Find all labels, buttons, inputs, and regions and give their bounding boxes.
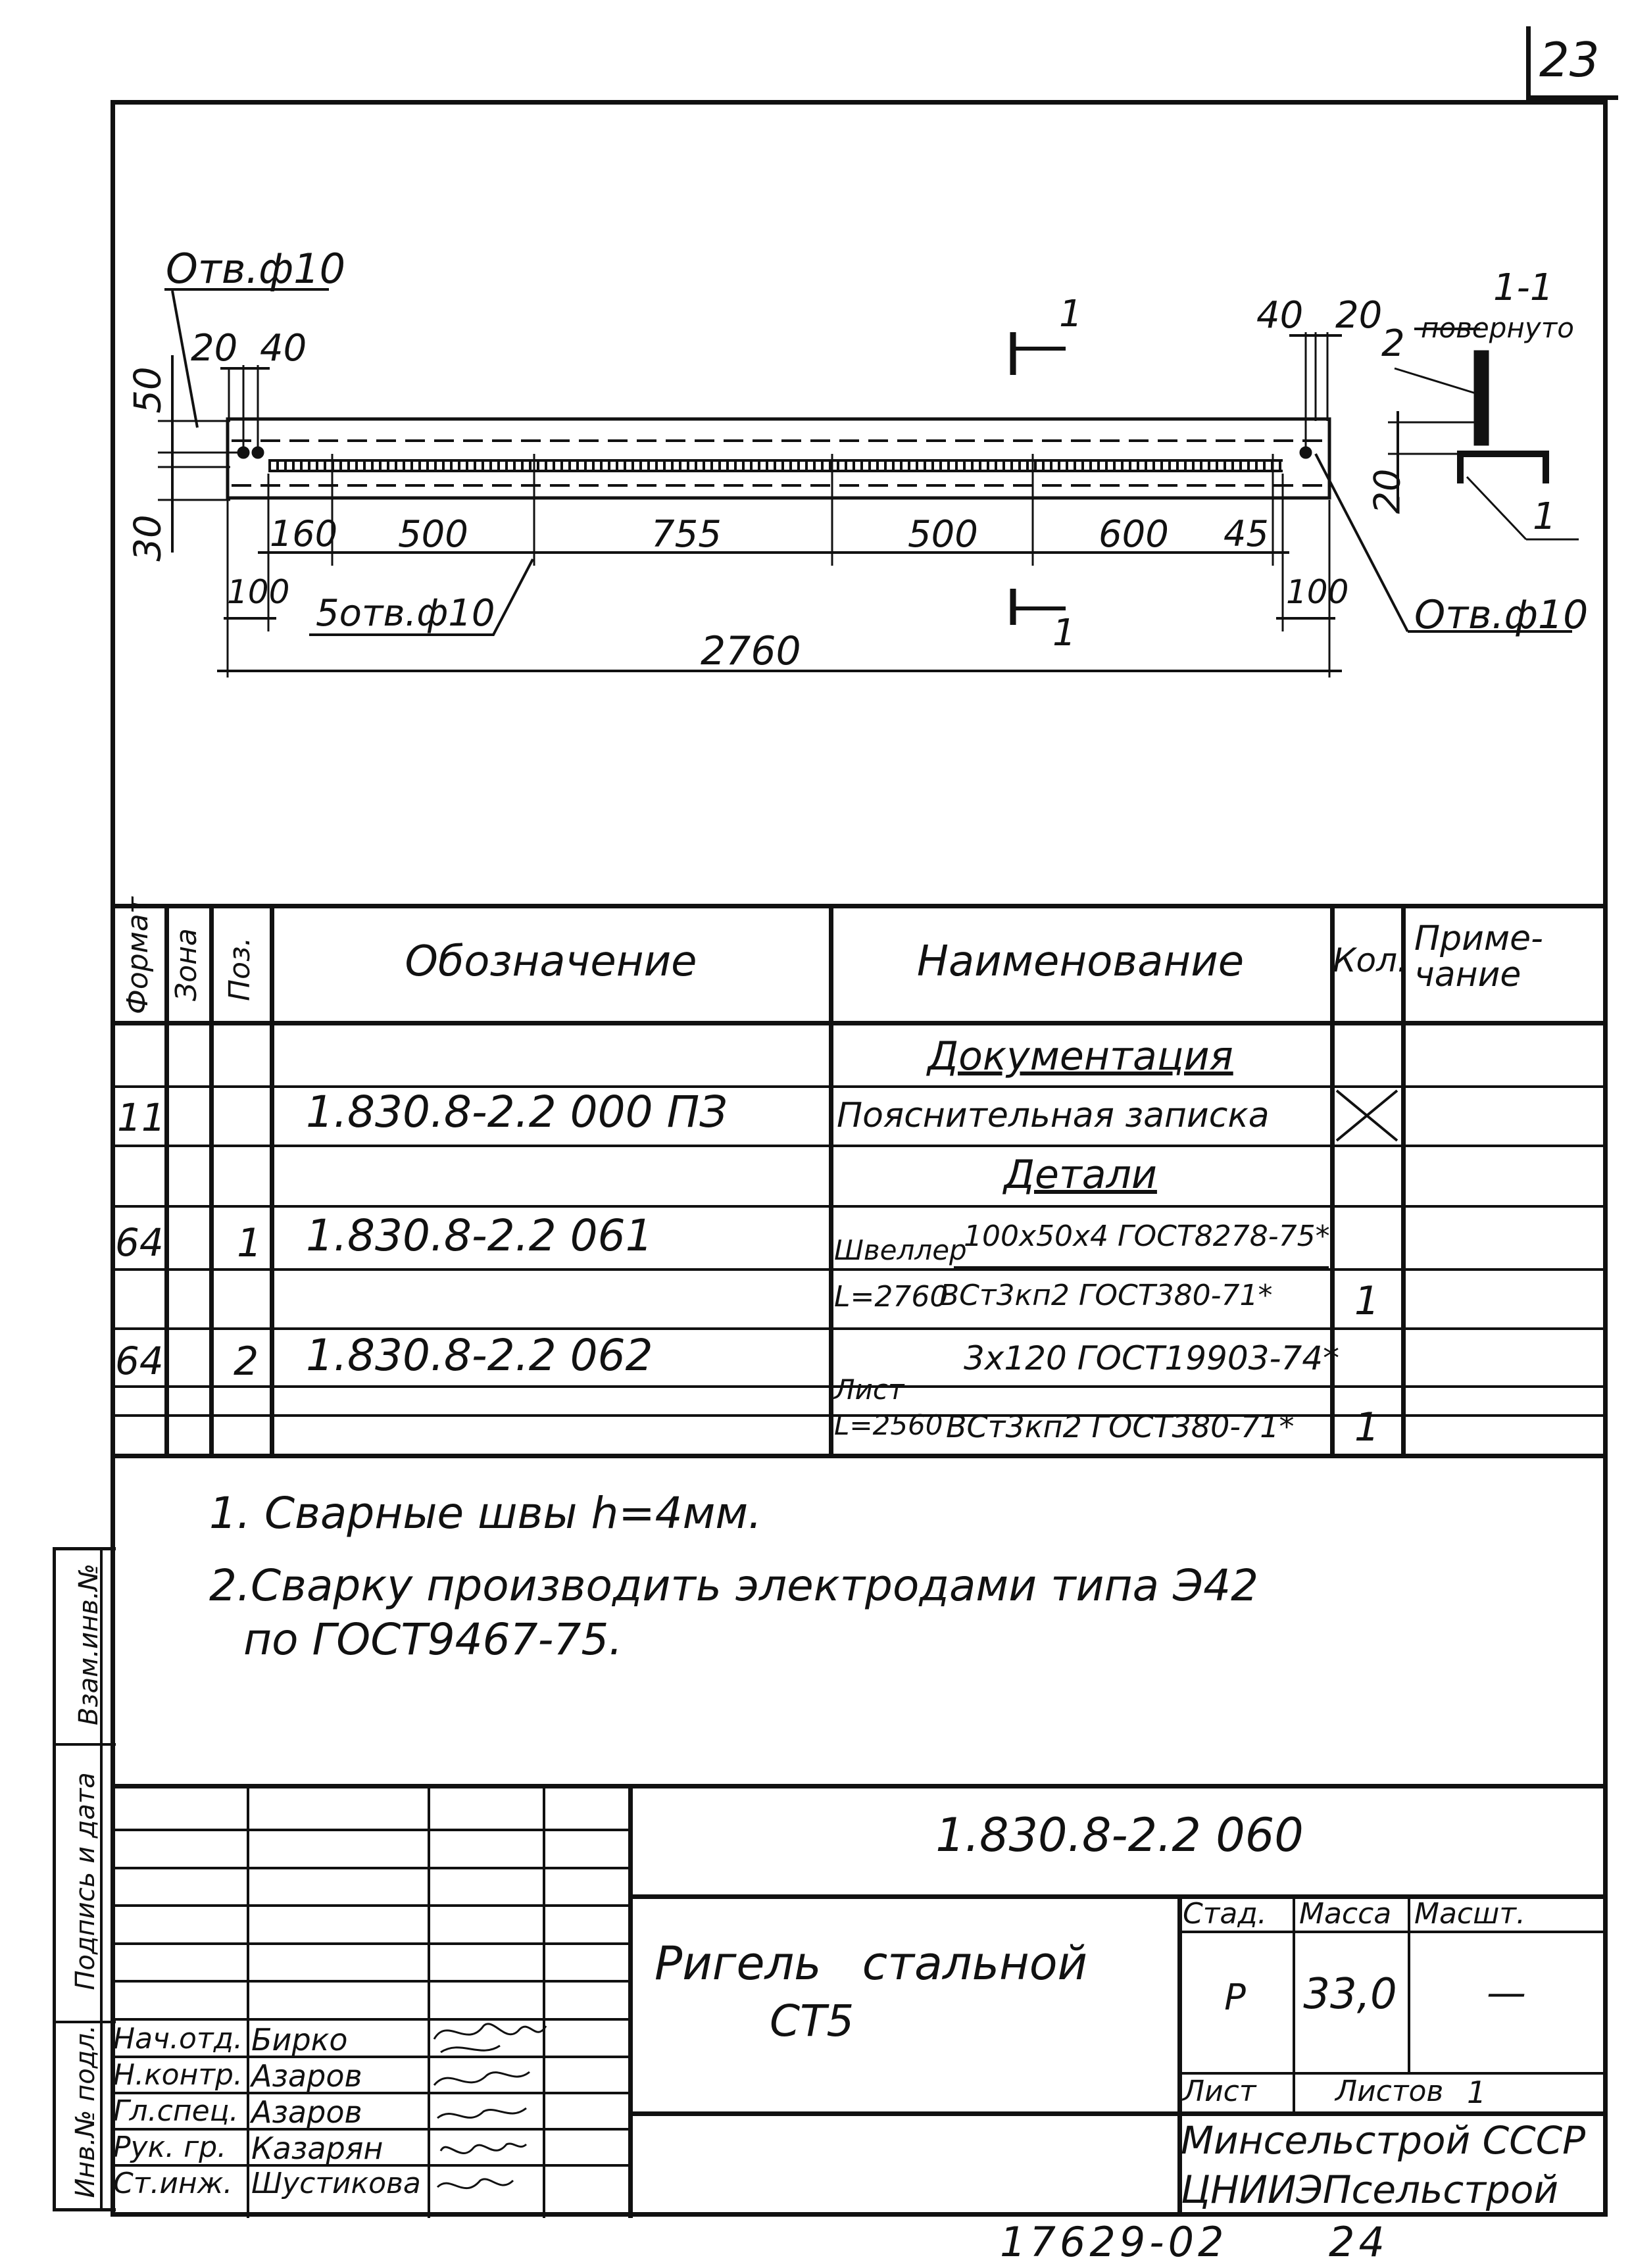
doc-designation: 1.830.8-2.2 000 ПЗ [306,1087,728,1137]
person-role-1: Н.контр. [113,2058,243,2092]
beam-drawing [0,0,1632,908]
dim-overall: 2760 [701,628,801,674]
mass-value: 33,0 [1303,1970,1397,2019]
scale-value: — [1487,1970,1526,2016]
spec-header-qty: Кол. [1333,941,1408,979]
spec-header-zone: Зона [170,928,203,1001]
side-stamp-c: Инв.№ подл. [70,2025,101,2198]
p1-line1: 100х50х4 ГОСТ8278-75* [964,1220,1330,1253]
dim-755: 755 [651,513,722,556]
section-plate [1475,352,1487,444]
section-channel [1460,454,1546,483]
sheets-header: Листов [1335,2075,1444,2108]
p2-qty: 1 [1354,1404,1380,1450]
spec-bottom-line [111,1454,1608,1458]
holes-5-label: 5отв.ф10 [316,592,495,635]
titleblock-top-line [111,1784,1608,1788]
p2-type: Лист [834,1373,904,1406]
hole-label-left: Отв.ф10 [166,245,346,293]
section-pos-2: 2 [1381,322,1405,365]
p2-designation: 1.830.8-2.2 062 [306,1330,653,1381]
person-role-0: Нач.отд. [113,2022,243,2056]
archive-page: 24 [1329,2218,1389,2266]
title-line2: СТ5 [770,1996,854,2046]
doc-number: 1.830.8-2.2 060 [935,1808,1304,1862]
spec-header-format: Формат [121,897,155,1014]
p2-format: 64 [115,1339,164,1383]
person-name-2: Азаров [251,2094,362,2130]
spec-header-designation: Обозначение [405,937,697,986]
person-role-2: Гл.спец. [113,2094,239,2128]
p2-length: L=2560 [834,1409,943,1441]
person-name-4: Шустикова [251,2167,421,2200]
signatures [421,2013,553,2217]
section-note: повернуто [1421,312,1574,344]
dim-top-left-20: 20 [191,327,238,370]
dim-top-right-40: 40 [1256,294,1304,337]
scale-header: Масшт. [1414,1897,1525,1931]
dim-100-right: 100 [1286,573,1349,611]
note-1: 1. Сварные швы h=4мм. [209,1488,762,1539]
section-details: Детали [1004,1152,1157,1198]
note-2a: 2.Сварку производить электродами типа Э42 [209,1560,1259,1611]
doc-format: 11 [117,1095,166,1140]
person-role-4: Ст.инж. [113,2167,233,2200]
dim-left-50: 50 [126,366,170,414]
section-mark-bottom: 1 [1052,612,1076,654]
person-name-0: Бирко [251,2022,348,2058]
sheet-corner-number: 23 [1539,32,1600,87]
doc-qty-cross [1334,1088,1400,1143]
section-pos-1: 1 [1533,495,1556,538]
hole-label-right: Отв.ф10 [1414,592,1589,638]
spec-header-line [111,1021,1608,1025]
spec-header-pos: Поз. [223,937,257,1001]
person-name-3: Казарян [251,2131,383,2166]
side-stamp-b: Подпись и дата [70,1772,101,1990]
dim-top-right-20: 20 [1335,294,1383,337]
stage-header: Стад. [1183,1897,1267,1931]
note-2b: по ГОСТ9467-75. [243,1614,623,1665]
archive-code: 17629-02 [1000,2218,1228,2266]
org-line2: ЦНИИЭПсельстрой [1181,2167,1559,2212]
doc-name: Пояснительная записка [837,1096,1270,1135]
dim-500b: 500 [908,513,978,556]
org-line1: Минсельстрой СССР [1181,2118,1586,2163]
section-title: 1-1 [1493,266,1554,309]
title-line1: Ригель стальной [655,1936,1088,1990]
p1-format: 64 [115,1220,164,1265]
dim-600: 600 [1099,513,1169,556]
spec-top-line [111,904,1608,908]
section-dim-20: 20 [1366,468,1408,514]
person-name-1: Азаров [251,2058,362,2094]
p2-line1: 3х120 ГОСТ19903-74* [964,1339,1340,1377]
p1-designation: 1.830.8-2.2 061 [306,1210,653,1261]
dim-45: 45 [1224,513,1269,555]
dim-100-left: 100 [227,573,290,611]
person-role-3: Рук. гр. [113,2131,227,2164]
dim-500a: 500 [398,513,468,556]
p2-line2: ВСт3кп2 ГОСТ380-71* [946,1409,1295,1444]
mass-header: Масса [1299,1897,1392,1931]
p1-qty: 1 [1354,1278,1380,1324]
p1-length: L=2760 [834,1280,949,1314]
stage-value: Р [1224,1977,1246,2018]
p2-pos: 2 [234,1339,259,1385]
dim-top-left-40: 40 [260,327,307,370]
sheet-header: Лист [1183,2075,1256,2108]
p1-line2: ВСт3кп2 ГОСТ380-71* [939,1279,1273,1312]
p1-type: Швеллер [834,1234,967,1266]
side-stamp-a: Взам.инв.№ [74,1563,104,1726]
p1-pos: 1 [237,1220,262,1266]
dim-160: 160 [270,513,338,555]
section-mark-top: 1 [1059,293,1083,335]
spec-header-name: Наименование [916,937,1245,986]
dim-left-30: 30 [126,514,170,562]
spec-header-note: Приме-чание [1414,919,1543,995]
sheets-value: 1 [1467,2075,1487,2110]
section-documentation: Документация [927,1033,1233,1079]
